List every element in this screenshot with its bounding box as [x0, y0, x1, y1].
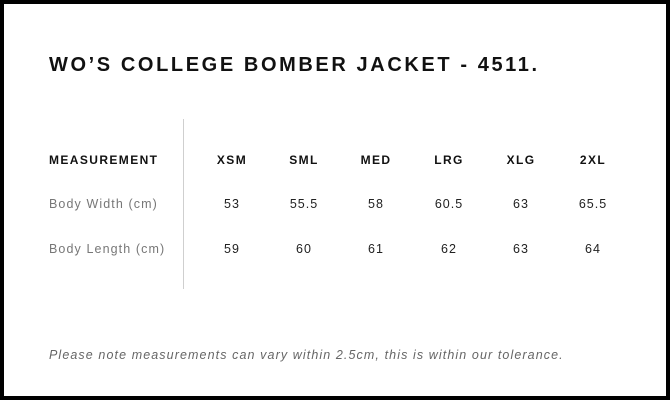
size-header-med: MED	[360, 153, 392, 167]
size-header-xlg: XLG	[506, 153, 536, 167]
table-cell: 59	[224, 242, 240, 256]
table-cell: 60.5	[434, 197, 464, 211]
size-header-2xl: 2XL	[579, 153, 607, 167]
table-cell: 65.5	[578, 197, 608, 211]
tolerance-note: Please note measurements can vary within 2.5cm, this is within our tolerance.	[49, 348, 564, 362]
column-divider	[183, 119, 184, 289]
table-cell: 58	[368, 197, 384, 211]
row-label-body-width: Body Width (cm)	[49, 197, 158, 211]
size-header-lrg: LRG	[434, 153, 464, 167]
table-cell: 60	[296, 242, 312, 256]
table-cell: 63	[513, 197, 529, 211]
product-title: WO’S COLLEGE BOMBER JACKET - 4511.	[49, 54, 540, 76]
table-cell: 55.5	[289, 197, 319, 211]
size-header-sml: SML	[289, 153, 319, 167]
table-cell: 62	[441, 242, 457, 256]
table-cell: 61	[368, 242, 384, 256]
table-cell: 53	[224, 197, 240, 211]
table-cell: 64	[585, 242, 601, 256]
row-label-body-length: Body Length (cm)	[49, 242, 166, 256]
measurement-header: MEASUREMENT	[49, 153, 159, 167]
size-header-xsm: XSM	[216, 153, 248, 167]
table-cell: 63	[513, 242, 529, 256]
